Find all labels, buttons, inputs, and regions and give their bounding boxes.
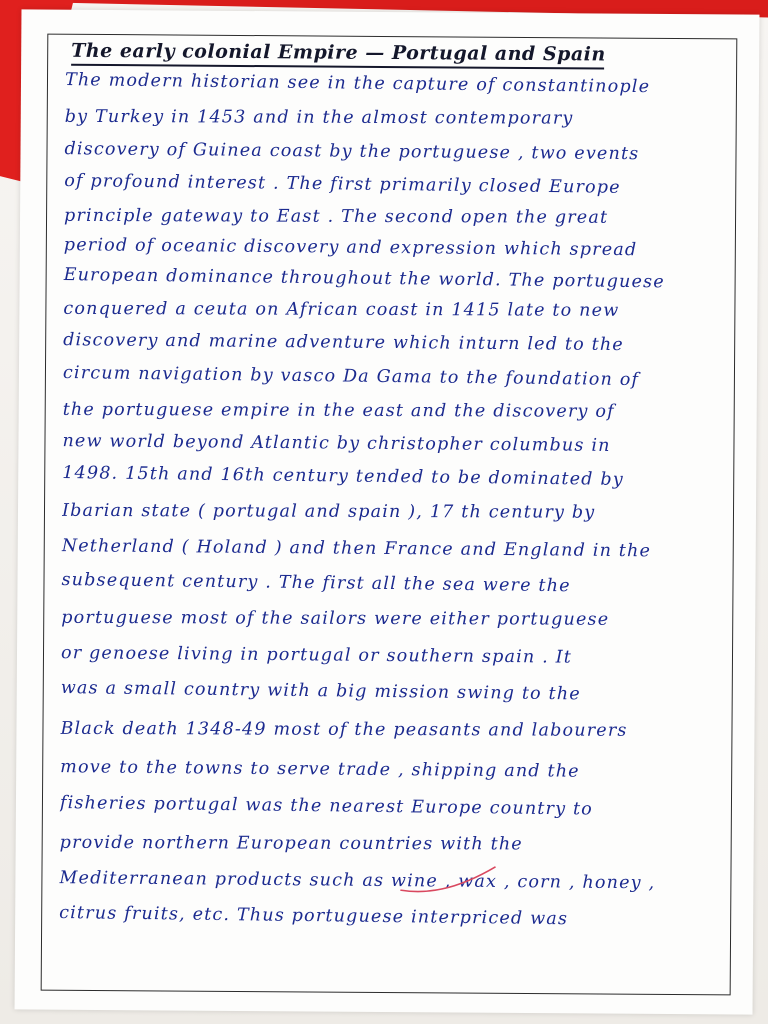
handwritten-line: Mediterranean products such as wine , wax , corn , honey , xyxy=(59,868,656,894)
handwritten-line: was a small country with a big mission swing to the xyxy=(60,678,582,705)
handwritten-line: provide northern European countries with the xyxy=(59,832,523,855)
handwritten-line: or genoese living in portugal or southern spain . It xyxy=(60,643,573,668)
handwritten-line: discovery of Guinea coast by the portuguese , two events xyxy=(64,139,640,165)
page-title-text: The early colonial Empire — Portugal and Spain xyxy=(71,39,606,66)
notebook-page xyxy=(15,9,760,1014)
pen-stroke-mark xyxy=(395,860,505,901)
handwritten-line: Netherland ( Holand ) and then France and England in the xyxy=(61,536,652,562)
handwritten-line: citrus fruits, etc. Thus portuguese interpriced was xyxy=(59,903,569,930)
handwritten-line: portuguese most of the sailors were either portuguese xyxy=(61,607,610,630)
handwritten-line: Black death 1348-49 most of the peasants and labourers xyxy=(60,718,628,741)
handwritten-line: conquered a ceuta on African coast in 1415 late to new xyxy=(63,298,620,321)
handwritten-line: discovery and marine adventure which inturn led to the xyxy=(63,330,624,356)
handwritten-line: circum navigation by vasco Da Gama to the foundation of xyxy=(62,363,640,391)
handwritten-line: Ibarian state ( portugal and spain ), 17 th century by xyxy=(61,500,596,523)
handwritten-line: fisheries portugal was the nearest Europe country to xyxy=(59,793,594,820)
handwritten-line: the portuguese empire in the east and the discovery of xyxy=(62,399,615,422)
handwritten-line: subsequent century . The first all the sea were the xyxy=(61,570,571,597)
handwritten-line: The modern historian see in the capture of constantinople xyxy=(64,70,651,98)
handwritten-line: new world beyond Atlantic by christopher columbus in xyxy=(62,431,611,456)
handwritten-line: of profound interest . The first primarily closed Europe xyxy=(64,171,621,198)
handwritten-body xyxy=(15,9,760,1014)
handwritten-line: European dominance throughout the world. The portuguese xyxy=(63,265,665,293)
handwritten-line: principle gateway to East . The second open the great xyxy=(64,205,609,228)
handwritten-line: 1498. 15th and 16th century tended to be dominated by xyxy=(62,463,625,490)
handwritten-line: period of oceanic discovery and expression which spread xyxy=(63,235,638,261)
handwritten-line: by Turkey in 1453 and in the almost contemporary xyxy=(64,106,574,129)
handwritten-line: move to the towns to serve trade , shipping and the xyxy=(60,757,580,782)
